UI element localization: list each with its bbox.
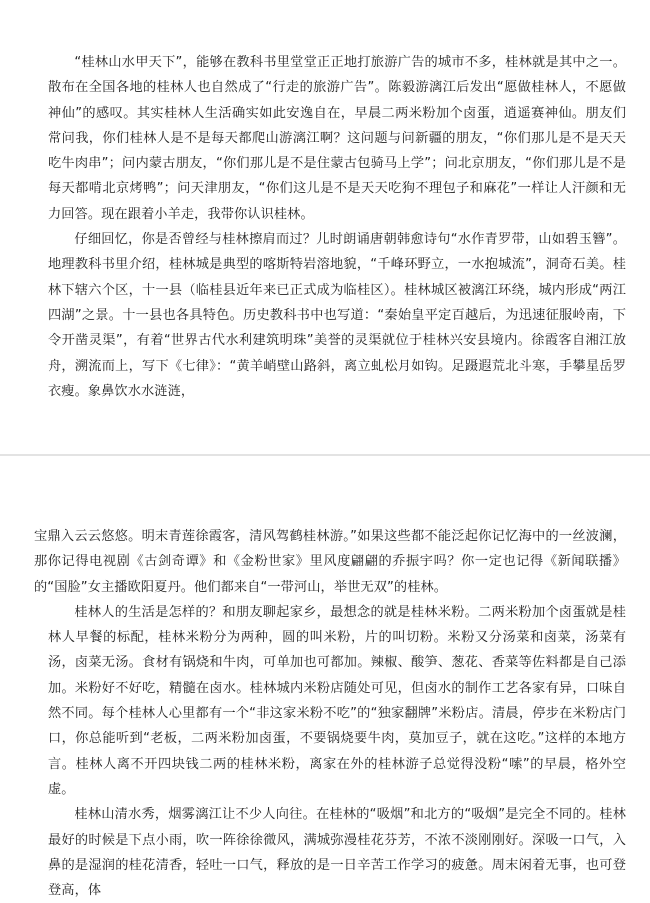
document-page-2 <box>0 456 650 899</box>
paragraph: 仔细回忆，你是否曾经与桂林擦肩而过？儿时朗诵唐朝韩愈诗句“水作青罗带，山如碧玉簪”。地理教科书里介绍，桂林城是典型的喀斯特岩溶地貌，“千峰环野立，一水抱城流”，洞奇石美。桂林下辖六个区，十一县（临桂县近年来已正式成为临桂区）。桂林城区被漓江环绕，城内形成“两江四湖”之景。十一县也各具特色。历史教科书中也写道：“秦始皇平定百越后，为迅速征服岭南，下令开凿灵渠”，有着“世界古代水利建筑明珠”美誉的灵渠就位于桂林兴安县境内。徐霞客自湘江放舟，溯流而上，写下《七律》：“黄羊峭壁山路斜，离立虬松月如钩。足蹑遐荒北斗寒，手攀星岳罗衣瘦。象鼻饮水水涟涟， <box>48 232 626 399</box>
paragraph: 桂林人的生活是怎样的？和朋友聊起家乡，最想念的就是桂林米粉。二两米粉加个卤蛋就是桂林人早餐的标配，桂林米粉分为两种，圆的叫米粉，片的叫切粉。米粉又分汤菜和卤菜，汤菜有汤，卤菜无汤。食材有锅烧和牛肉，可单加也可都加。辣椒、酸笋、葱花、香菜等佐料都是自己添加。米粉好不好吃，精髓在卤水。桂林城内米粉店随处可见，但卤水的制作工艺各家有异，口味自然不同。每个桂林人心里都有一个“非这家米粉不吃”的“独家翻牌”米粉店。清晨，停步在米粉店门口，你总能听到“老板，二两米粉加卤蛋，不要锅烧要牛肉，莫加豆子，就在这吃。”这样的本地方言。桂林人离不开四块钱二两的桂林米粉，离家在外的桂林游子总觉得没粉“嗦”的早晨，格外空虚。 <box>48 604 626 797</box>
paragraph: 桂林山清水秀，烟雾漓江让不少人向往。在桂林的“吸烟”和北方的“吸烟”是完全不同的。桂林最好的时候是下点小雨，吹一阵徐徐微风，满城弥漫桂花芬芳，不浓不淡刚刚好。深吸一口气，入鼻的是湿润的桂花清香，轻吐一口气，释放的是一日辛苦工作学习的疲惫。周末闲着无事，也可登登高，体 <box>48 807 626 899</box>
paragraph: “桂林山水甲天下”，能够在教科书里堂堂正正地打旅游广告的城市不多，桂林就是其中之一。散布在全国各地的桂林人也自然成了“行走的旅游广告”。陈毅游漓江后发出“愿做桂林人，不愿做神仙”的感叹。其实桂林人生活确实如此安逸自在，早晨二两米粉加个卤蛋，逍遥赛神仙。朋友们常问我，你们桂林人是不是每天都爬山游漓江啊？这问题与问新疆的朋友，“你们那儿是不是天天吃牛肉串”；问内蒙古朋友，“你们那儿是不是住蒙古包骑马上学”；问北京朋友，“你们那儿是不是每天都啃北京烤鸭”；问天津朋友，“你们这儿是不是天天吃狗不理包子和麻花”一样让人汗颜和无力回答。现在跟着小羊走，我带你认识桂林。 <box>48 55 626 222</box>
paragraph-continuation: 宝鼎入云云悠悠。明末青莲徐霞客，清风驾鹤桂林游。”如果这些都不能泛起你记忆海中的一丝波澜，那你记得电视剧《古剑奇谭》和《金粉世家》里风度翩翩的乔振宇吗？你一定也记得《新闻联播》的“国脸”女主播欧阳夏丹。他们都来自“一带河山，举世无双”的桂林。 <box>34 529 626 595</box>
